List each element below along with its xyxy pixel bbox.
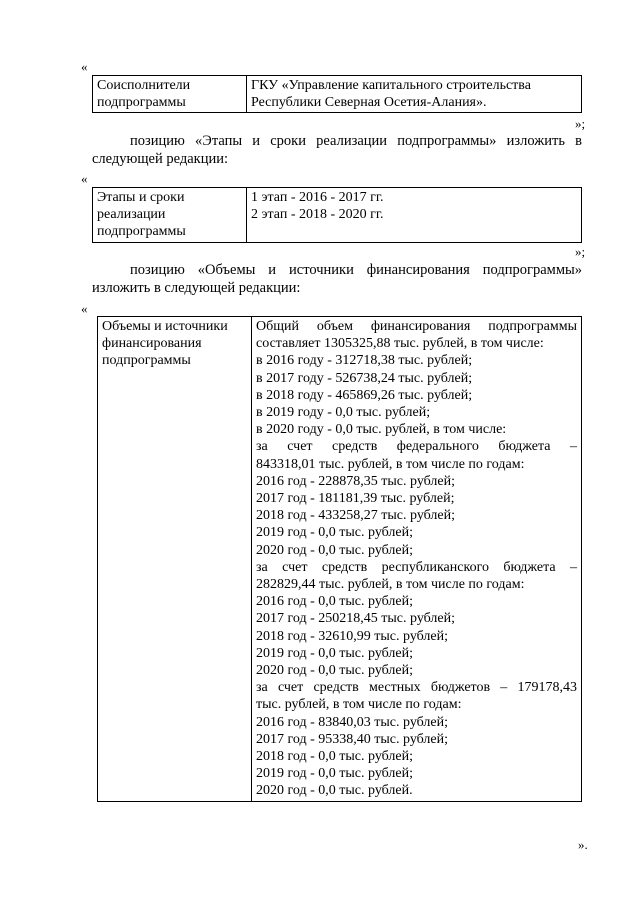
text-line: составляет 1305325,88 тыс. рублей, в том числе: [256,336,544,352]
table-coexecutors [92,75,582,113]
text-line: 2017 год - 95338,40 тыс. рублей; [256,731,449,747]
table-cell-value [247,188,582,243]
closing-quote: »; [575,244,586,259]
text-line: 2018 год - 0,0 тыс. рублей; [256,749,414,765]
text-line: в 2016 году - 312718,38 тыс. рублей; [256,353,473,369]
text-line: подпрограммы [102,353,191,369]
text-line: в 2017 году - 526738,24 тыс. рублей; [256,370,473,386]
text-line: Этапы и сроки [97,190,185,205]
text-line: Соисполнители [97,78,191,93]
text-line: финансирования [102,336,202,352]
table-cell-value [252,317,582,802]
paragraph-line: позицию «Объемы и источники финансирования подпрограммы» [130,262,582,278]
text-line: 282829,44 тыс. рублей, в том числе по годам: [256,577,525,593]
text-line: 2018 год - 32610,99 тыс. рублей; [256,628,449,644]
table-cell-value [247,76,582,113]
text-line: 2019 год - 0,0 тыс. рублей; [256,766,414,782]
text-line: 2016 год - 0,0 тыс. рублей; [256,594,414,610]
text-line: за счет средств федерального бюджета – [256,439,577,455]
text-line: Объемы и источники [102,319,228,334]
text-line: 2019 год - 0,0 тыс. рублей; [256,525,414,541]
table-cell-label [93,188,247,243]
text-line: 2020 год - 0,0 тыс. рублей; [256,542,414,558]
text-line: 2016 год - 228878,35 тыс. рублей; [256,473,456,489]
table-row [93,188,582,243]
table-cell-label [93,76,247,113]
text-line: реализации [97,207,166,223]
opening-quote: « [81,301,88,316]
table-financing [97,316,582,802]
text-line: 2017 год - 250218,45 тыс. рублей; [256,611,456,627]
text-line: Общий объем финансирования подпрограммы [256,319,577,334]
text-line: 2 этап - 2018 - 2020 гг. [251,207,384,223]
text-line: за счет средств местных бюджетов – 179178,43 [256,680,577,696]
paragraph-line: следующей редакции: [92,151,229,167]
table-stages [92,187,582,243]
paragraph-line: изложить в следующей редакции: [92,280,301,296]
text-line: 2020 год - 0,0 тыс. рублей; [256,663,414,679]
text-line: подпрограммы [97,224,186,240]
opening-quote: « [81,59,88,74]
opening-quote: « [81,171,88,186]
closing-quote: »; [575,116,586,131]
text-line: в 2018 году - 465869,26 тыс. рублей; [256,387,473,403]
text-line: 2020 год - 0,0 тыс. рублей. [256,783,413,799]
table-row [98,317,582,802]
closing-quote: ». [578,837,588,852]
paragraph-line: позицию «Этапы и сроки реализации подпрограммы» изложить в [130,133,582,149]
text-line: 2018 год - 433258,27 тыс. рублей; [256,508,456,524]
text-line: в 2019 году - 0,0 тыс. рублей; [256,405,431,421]
text-line: 2016 год - 83840,03 тыс. рублей; [256,714,449,730]
text-line: 1 этап - 2016 - 2017 гг. [251,190,384,205]
table-cell-label [98,317,252,802]
text-line: ГКУ «Управление капитального строительства [251,78,531,93]
text-line: тыс. рублей, в том числе по годам: [256,697,462,713]
text-line: Республики Северная Осетия-Алания». [251,95,487,111]
text-line: 2017 год - 181181,39 тыс. рублей; [256,491,455,507]
text-line: подпрограммы [97,95,186,111]
table-row [93,76,582,113]
text-line: за счет средств республиканского бюджета – [256,559,577,575]
text-line: 843318,01 тыс. рублей, в том числе по годам: [256,456,525,472]
text-line: в 2020 году - 0,0 тыс. рублей, в том числе: [256,422,507,438]
text-line: 2019 год - 0,0 тыс. рублей; [256,645,414,661]
